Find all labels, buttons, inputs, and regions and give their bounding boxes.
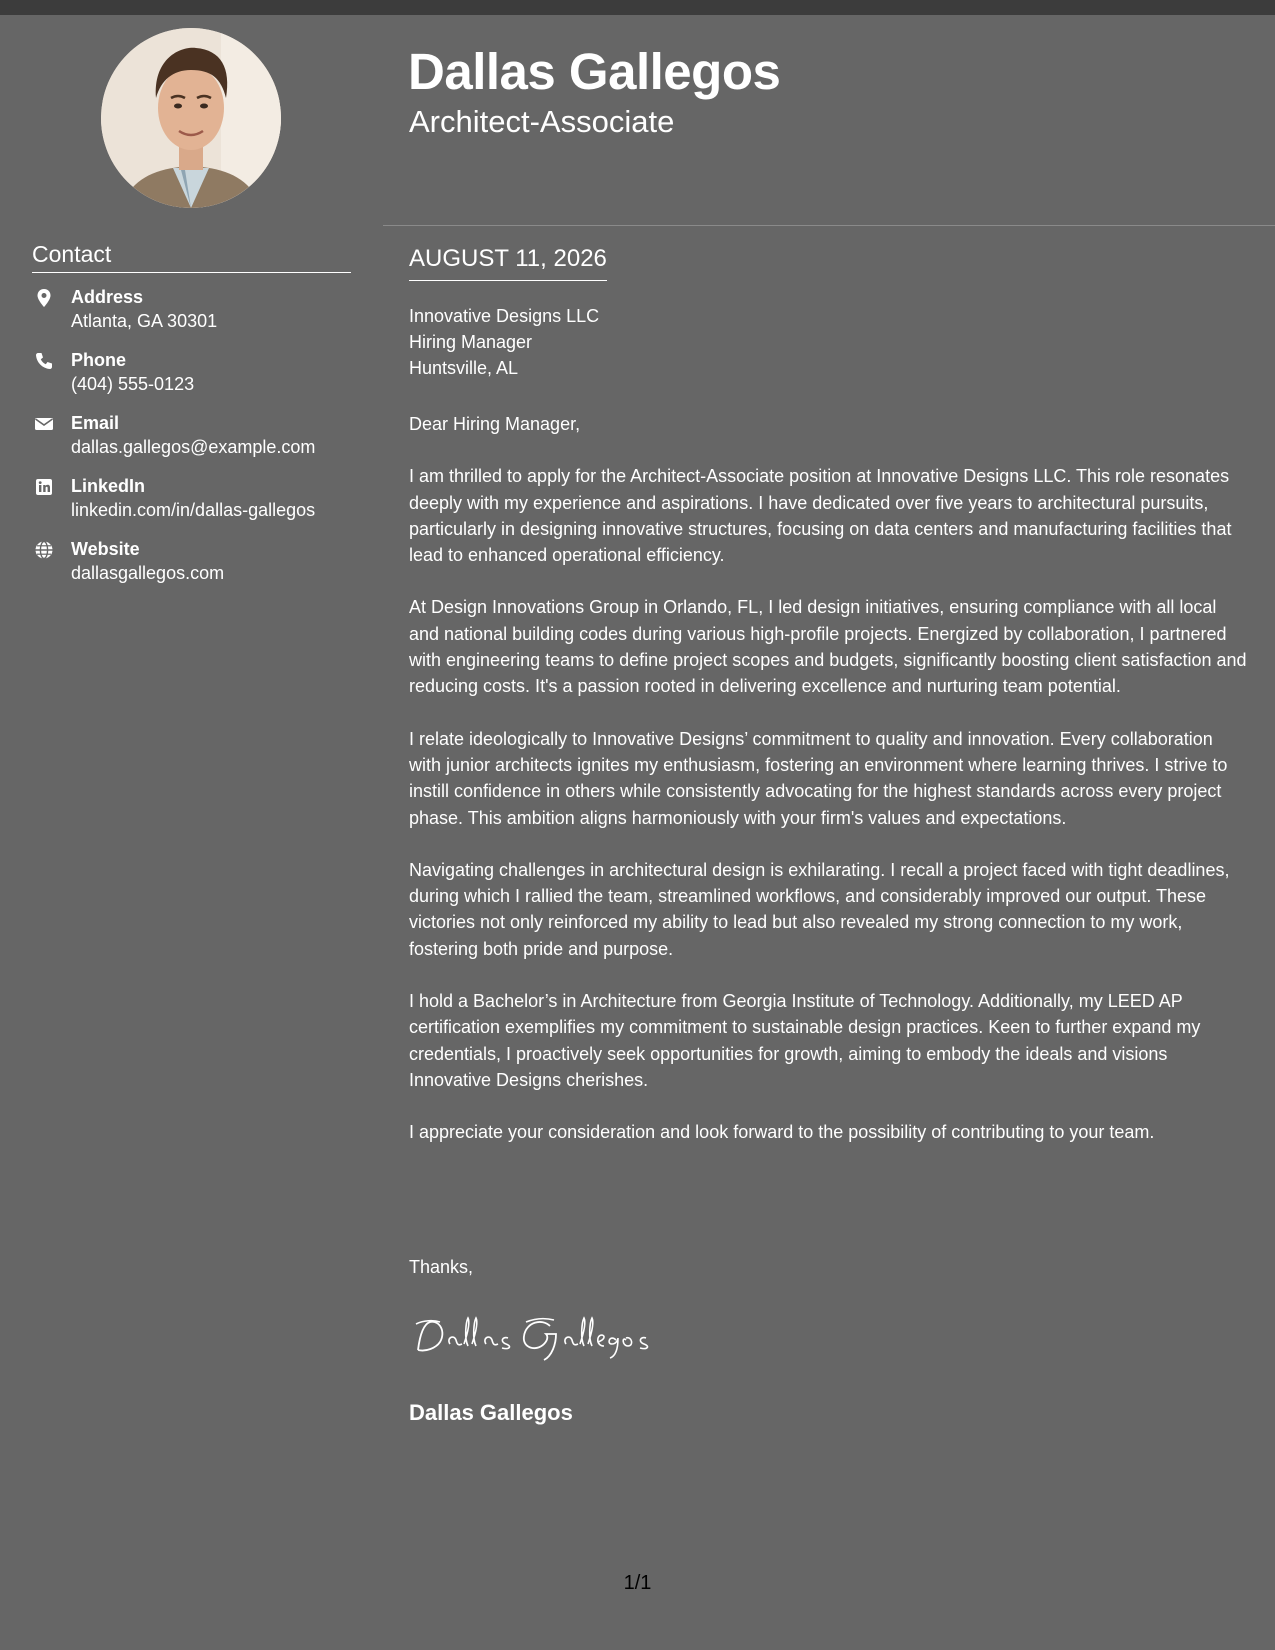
contact-label: LinkedIn <box>71 476 146 496</box>
profile-photo <box>101 28 281 208</box>
salutation: Dear Hiring Manager, <box>409 414 581 434</box>
contact-label: Address <box>71 287 144 307</box>
contact-heading: Contact <box>32 240 351 273</box>
contact-value: (404) 555-0123 <box>71 374 195 394</box>
envelope-icon <box>34 414 54 434</box>
body-paragraph: Navigating challenges in architectural design is exhilarating. I recall a project faced with tight deadlines, during which I rallied the team, streamlined workflows, and considerably improved our output. These victories not only reinforced my ability to lead but also revealed my strong connection to my work, fostering both pride and purpose. <box>409 859 1230 959</box>
contact-list <box>32 285 362 600</box>
body-paragraph: I relate ideologically to Innovative Designs’ commitment to quality and innovation. Every collaboration with junior architects ignites my enthusiasm, fostering an environment where learning thrives. I strive to instill confidence in others while consistently advocating for the highest standards across every project phase. This ambition aligns harmoniously with your firm's values and expectations. <box>409 728 1228 828</box>
page-number: 1/1 <box>623 1572 652 1594</box>
contact-value: linkedin.com/in/dallas-gallegos <box>71 500 316 520</box>
recipient-block <box>409 303 599 381</box>
contact-item-phone <box>32 348 362 411</box>
body-paragraph: I hold a Bachelor’s in Architecture from Georgia Institute of Technology. Additionally, my LEED AP certification exemplifies my commitment to sustainable design practices. Keen to further expand my credentials, I proactively seek opportunities for growth, aiming to embody the ideals and visions Innovative Designs cherishes. <box>409 991 1201 1090</box>
contact-label: Email <box>71 413 120 433</box>
recipient-location: Huntsville, AL <box>409 358 519 378</box>
linkedin-icon <box>34 477 54 497</box>
contact-value: Atlanta, GA 30301 <box>71 311 218 331</box>
recipient-title: Hiring Manager <box>409 332 533 352</box>
contact-value: dallasgallegos.com <box>71 563 225 583</box>
map-pin-icon <box>34 288 54 308</box>
body-paragraph: I am thrilled to apply for the Architect-Associate position at Innovative Designs LLC. This role resonates deeply with my experience and aspirations. I have dedicated over five years to architectural pursuits, particularly in designing innovative structures, focusing on data centers and manufacturing facilities that lead to enhanced operational efficiency. <box>409 466 1232 566</box>
body-paragraph: At Design Innovations Group in Orlando, FL, I led design initiatives, ensuring compliance with all local and national building codes during various high-profile projects. Energized by collaboration, I partnered with engineering teams to define project scopes and budgets, significantly boosting client satisfaction and reducing costs. It's a passion rooted in delivering excellence and nurturing team potential. <box>409 597 1247 697</box>
contact-label: Website <box>71 539 140 559</box>
letter-date: AUGUST 11, 2026 <box>409 244 607 281</box>
contact-item-linkedin <box>32 474 362 537</box>
applicant-name: Dallas Gallegos <box>408 43 781 100</box>
contact-label: Phone <box>71 350 127 370</box>
header-divider <box>383 225 1275 226</box>
recipient-company: Innovative Designs LLC <box>409 306 600 326</box>
job-title: Architect-Associate <box>409 104 675 139</box>
contact-item-address <box>32 285 362 348</box>
signed-name: Dallas Gallegos <box>409 1400 573 1425</box>
phone-icon <box>34 351 54 371</box>
body-paragraph: I appreciate your consideration and look forward to the possibility of contributing to your team. <box>409 1122 1155 1143</box>
letter-body <box>409 411 1249 1172</box>
contact-item-email <box>32 411 362 474</box>
globe-icon <box>34 540 54 560</box>
closing: Thanks, <box>409 1257 474 1277</box>
top-bar <box>0 0 1275 15</box>
contact-item-website <box>32 537 362 600</box>
contact-value: dallas.gallegos@example.com <box>71 437 316 457</box>
handwritten-signature <box>410 1304 670 1364</box>
